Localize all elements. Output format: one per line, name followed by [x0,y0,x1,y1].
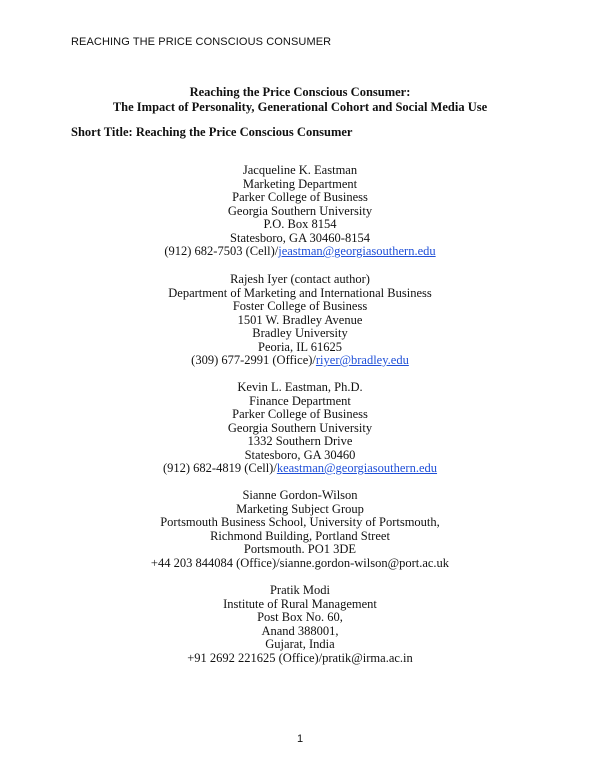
title-line-2: The Impact of Personality, Generational Cohort and Social Media Use [112,100,488,114]
author-name: Pratik Modi [269,583,331,597]
author-block-iyer [0,273,600,368]
author-block-gordon-wilson [0,489,600,570]
author-city: Anand 388001, [261,623,339,638]
author-college: Parker College of Business [232,407,368,421]
author-email-link[interactable]: jeastman@georgiasouthern.edu [278,244,436,258]
author-school: Portsmouth Business School, University of Portsmouth, [160,515,440,529]
author-name: Rajesh Iyer (contact author) [230,272,370,286]
author-department: Department of Marketing and International Business [168,285,432,300]
author-email-link[interactable]: keastman@georgiasouthern.edu [276,461,438,475]
title-line-1: Reaching the Price Conscious Consumer: [189,85,411,99]
author-university: Georgia Southern University [227,203,373,218]
author-department: Finance Department [249,393,351,408]
author-contact [0,462,600,476]
author-institute: Institute of Rural Management [223,596,377,611]
author-contact [0,354,600,368]
author-department: Marketing Subject Group [236,501,364,516]
author-city: Statesboro, GA 30460 [244,447,356,462]
running-head: REACHING THE PRICE CONSCIOUS CONSUMER [71,36,332,48]
author-region: Gujarat, India [265,637,335,651]
author-block-eastman-kevin [0,381,600,476]
author-email: pratik@irma.ac.in [322,650,413,665]
author-contact [0,652,600,666]
short-title: Short Title: Reaching the Price Conscious Consumer [71,125,353,139]
author-block-modi [0,584,600,665]
author-email: sianne.gordon-wilson@port.ac.uk [279,555,450,570]
author-university: Bradley University [252,326,348,340]
author-contact [0,245,600,259]
author-name: Kevin L. Eastman, Ph.D. [237,380,363,394]
author-city: Portsmouth. PO1 3DE [243,542,357,556]
author-department: Marketing Department [242,176,358,191]
paper-title [0,85,600,115]
author-phone: (912) 682-7503 (Cell)/ [164,244,279,258]
author-phone: +91 2692 221625 (Office)/ [187,650,323,665]
author-phone: (912) 682-4819 (Cell)/ [162,461,277,475]
author-college: Parker College of Business [232,190,368,204]
author-address: 1332 Southern Drive [247,434,353,448]
author-address: 1501 W. Bradley Avenue [237,312,363,327]
author-block-eastman-jacqueline [0,164,600,259]
author-city: Statesboro, GA 30460-8154 [230,230,370,245]
author-name: Jacqueline K. Eastman [242,163,358,177]
author-college: Foster College of Business [232,299,368,313]
page-number: 1 [296,733,304,745]
author-email-link[interactable]: riyer@bradley.edu [315,353,409,367]
author-contact [0,557,600,571]
author-city: Peoria, IL 61625 [258,339,342,354]
author-address: P.O. Box 8154 [263,217,337,231]
author-phone: +44 203 844084 (Office)/ [150,555,280,570]
author-address: Richmond Building, Portland Street [210,528,390,543]
author-name: Sianne Gordon-Wilson [242,488,358,502]
author-university: Georgia Southern University [227,420,373,435]
author-address: Post Box No. 60, [257,610,343,624]
author-phone: (309) 677-2991 (Office)/ [191,353,316,367]
